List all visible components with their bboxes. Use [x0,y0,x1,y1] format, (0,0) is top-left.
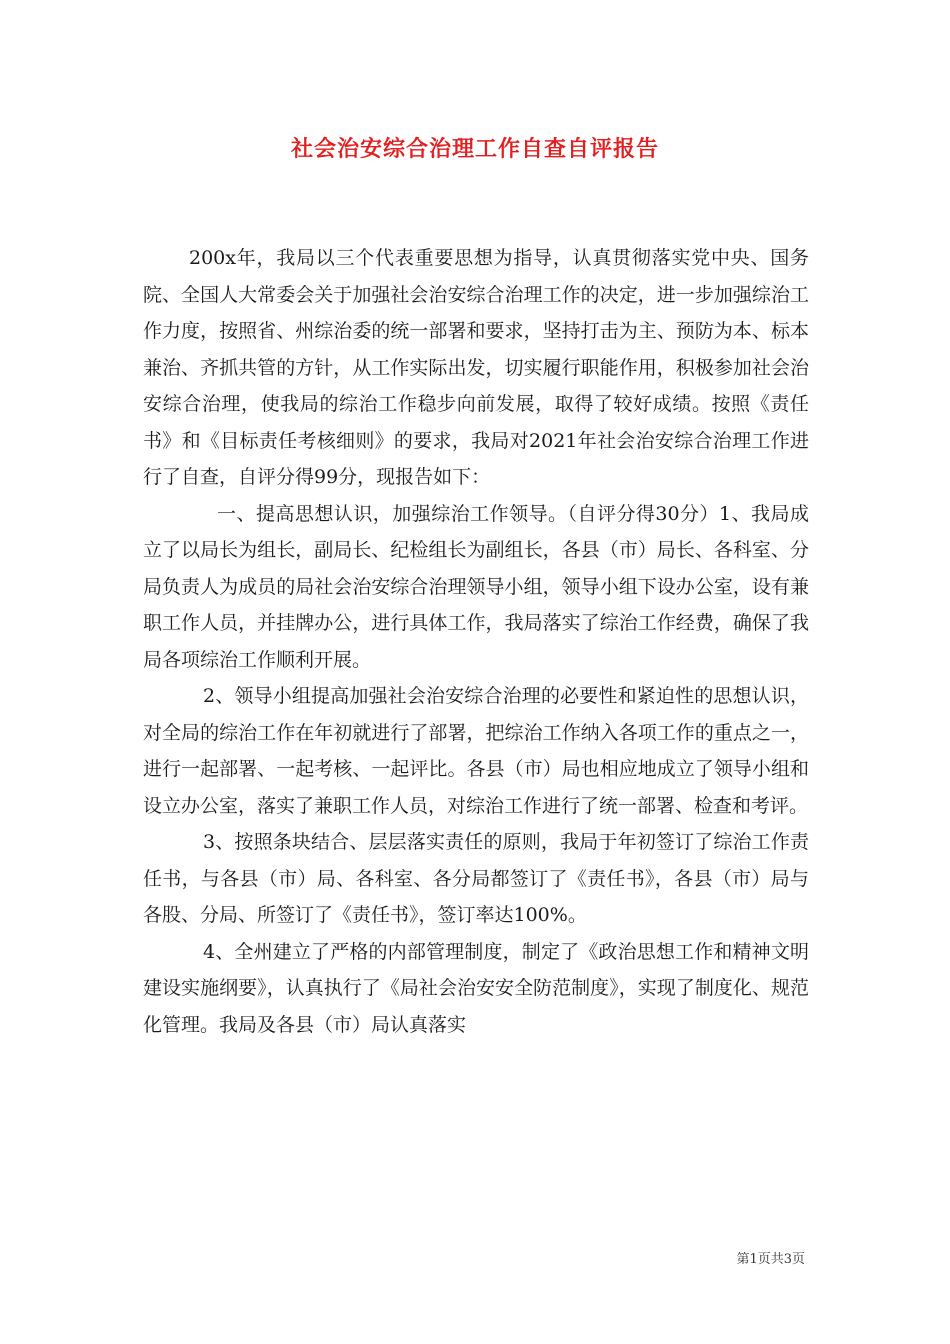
page-number: 第1页共3页 [736,1252,805,1267]
document-title: 社会治安综合治理工作自查自评报告 [290,136,659,162]
paragraph-item-3: 3、按照条块结合、层层落实责任的原则，我局于年初签订了综治工作责任书，与各县（市）局、各科室、各分局都签订了《责任书》，各县（市）局与各股、分局、所签订了《责任书》，签订率达100%。 [143,831,809,926]
paragraph-section-1: 一、提高思想认识，加强综治工作领导。（自评分得30分）1、我局成立了以局长为组长，副局长、纪检组长为副组长，各县（市）局长、各科室、分局负责人为成员的局社会治安综合治理领导小组，领导小组下设办公室，设有兼职工作人员，并挂牌办公，进行具体工作，我局落实了综治工作经费，确保了我局各项综治工作顺利开展。 [143,502,809,671]
paragraph-item-2: 2、领导小组提高加强社会治安综合治理的必要性和紧迫性的思想认识，对全局的综治工作在年初就进行了部署，把综治工作纳入各项工作的重点之一，进行一起部署、一起考核、一起评比。各县（市）局也相应地成立了领导小组和设立办公室，落实了兼职工作人员，对综治工作进行了统一部署、检查和考评。 [143,685,809,817]
paragraph-item-4: 4、全州建立了严格的内部管理制度，制定了《政治思想工作和精神文明建设实施纲要》，认真执行了《局社会治安安全防范制度》，实现了制度化、规范化管理。我局及各县（市）局认真落实 [143,940,809,1036]
paragraph-intro: 200x年，我局以三个代表重要思想为指导，认真贯彻落实党中央、国务院、全国人大常委会关于加强社会治安综合治理工作的决定，进一步加强综治工作力度，按照省、州综治委的统一部署和要求，坚持打击为主、预防为本、标本兼治、齐抓共管的方针，从工作实际出发，切实履行职能作用，积极参加社会治安综合治理，使我局的综治工作稳步向前发展，取得了较好成绩。按照《责任书》和《目标责任考核细则》的要求，我局对2021年社会治安综合治理工作进行了自查，自评分得99分，现报告如下： [143,247,809,488]
document-body [143,240,809,1043]
